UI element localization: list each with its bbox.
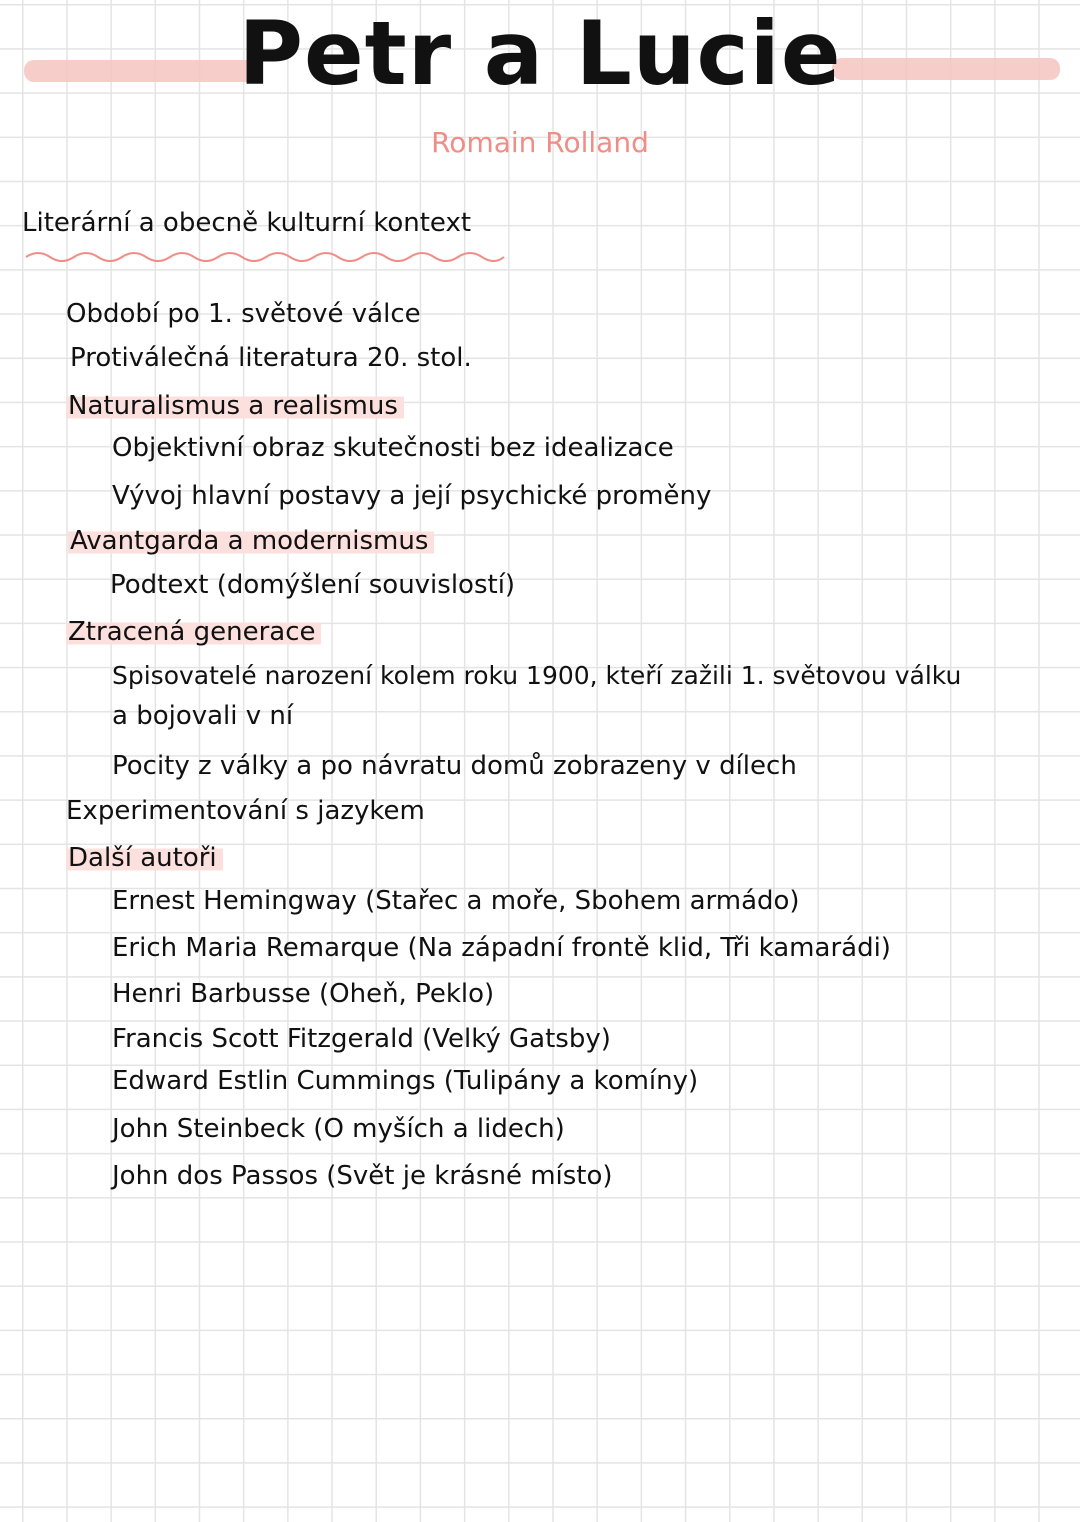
avantgarde-point: Podtext (domýšlení souvislostí): [110, 570, 516, 600]
author-item: Francis Scott Fitzgerald (Velký Gatsby): [112, 1024, 611, 1054]
section-heading: Literární a obecně kulturní kontext: [22, 208, 472, 238]
heading-other-authors-text: Další autoři: [66, 843, 223, 873]
heading-other-authors: [66, 844, 223, 874]
author-item: Henri Barbusse (Oheň, Peklo): [112, 979, 495, 1009]
lost-generation-point: Spisovatelé narození kolem roku 1900, kteří zažili 1. světovou válku: [112, 661, 962, 690]
naturalism-point: Vývoj hlavní postavy a její psychické proměny: [112, 481, 712, 511]
author-item: Edward Estlin Cummings (Tulipány a komíny): [112, 1066, 699, 1096]
item-antiwar: Protiválečná literatura 20. stol.: [70, 343, 472, 373]
naturalism-point: Objektivní obraz skutečnosti bez idealizace: [112, 433, 674, 463]
heading-naturalism-text: Naturalismus a realismus: [66, 391, 404, 421]
author-item: Ernest Hemingway (Stařec a moře, Sbohem armádo): [112, 886, 800, 916]
author-subtitle: Romain Rolland: [431, 126, 649, 159]
page-title: Petr a Lucie: [238, 2, 842, 105]
heading-avantgarde: [68, 527, 434, 557]
heading-naturalism: [66, 392, 404, 422]
item-period: Období po 1. světové válce: [66, 299, 421, 329]
lost-generation-point: a bojovali v ní: [112, 701, 294, 731]
wavy-underline: [24, 248, 506, 262]
author-item: John Steinbeck (O myších a lidech): [112, 1114, 565, 1144]
heading-lost-generation-text: Ztracená generace: [66, 617, 321, 647]
heading-lost-generation: [66, 618, 321, 648]
item-experiment: Experimentování s jazykem: [66, 796, 425, 826]
lost-generation-point: Pocity z války a po návratu domů zobrazeny v dílech: [112, 751, 797, 781]
author-item: John dos Passos (Svět je krásné místo): [112, 1161, 613, 1191]
author-item: Erich Maria Remarque (Na západní frontě klid, Tři kamarádi): [112, 933, 891, 963]
heading-avantgarde-text: Avantgarda a modernismus: [68, 526, 434, 556]
